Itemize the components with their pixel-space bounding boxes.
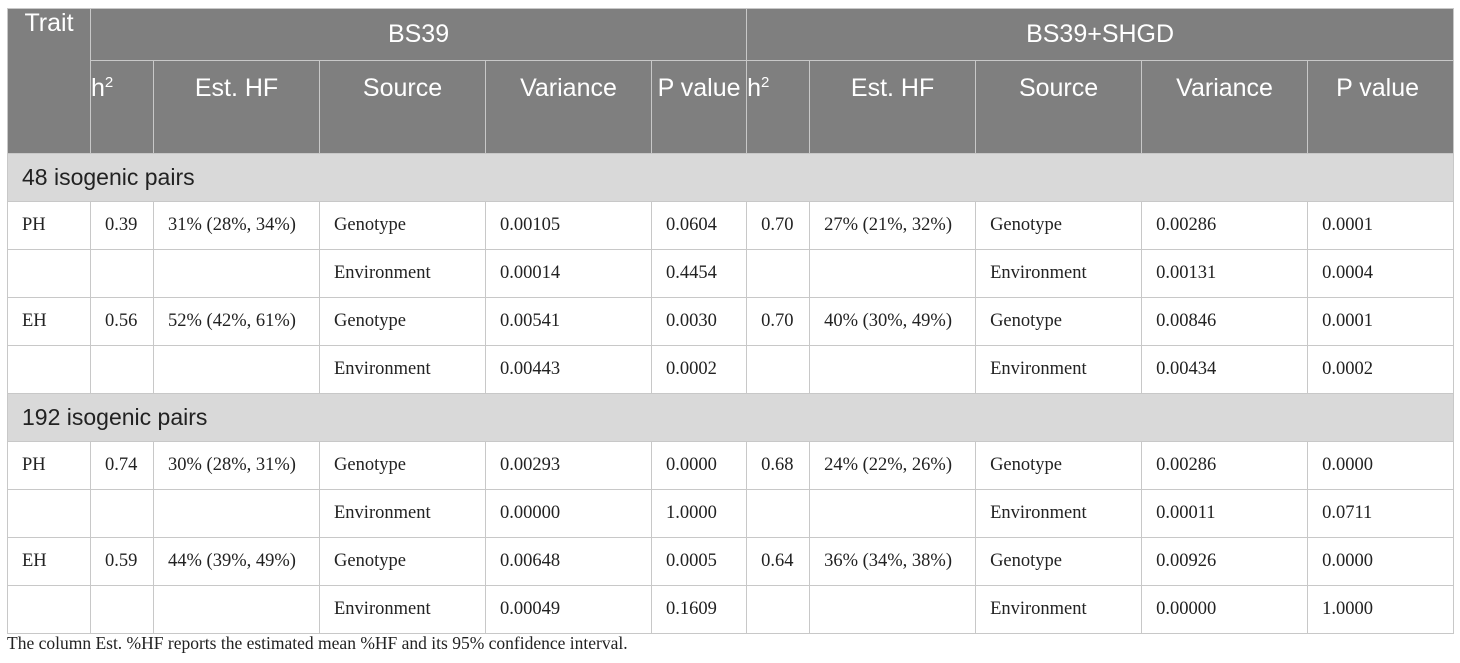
table-cell: 0.4454: [652, 250, 747, 298]
table-cell: 31% (28%, 34%): [154, 202, 320, 250]
table-cell: Genotype: [976, 538, 1142, 586]
table-cell: 0.00131: [1142, 250, 1308, 298]
table-cell: Environment: [976, 586, 1142, 634]
table-cell: 0.0004: [1308, 250, 1454, 298]
table-cell: 0.00049: [486, 586, 652, 634]
table-cell: 0.0002: [652, 346, 747, 394]
table-cell: 0.0001: [1308, 202, 1454, 250]
table-cell: 0.0001: [1308, 298, 1454, 346]
table-cell: 0.00846: [1142, 298, 1308, 346]
table-cell: [154, 346, 320, 394]
table-cell: 0.0002: [1308, 346, 1454, 394]
table-cell: Environment: [976, 490, 1142, 538]
table-cell: 0.00000: [486, 490, 652, 538]
table-cell: 0.0711: [1308, 490, 1454, 538]
table-cell: 36% (34%, 38%): [810, 538, 976, 586]
table-cell: [91, 250, 154, 298]
table-cell: 0.0000: [1308, 442, 1454, 490]
table-cell: Environment: [320, 346, 486, 394]
table-cell: [747, 346, 810, 394]
header-h2: $h^2$: [91, 61, 154, 154]
table-cell: 40% (30%, 49%): [810, 298, 976, 346]
table-cell: 0.00014: [486, 250, 652, 298]
table-cell: [154, 490, 320, 538]
header-p-value: P value: [652, 61, 747, 154]
table-row: [8, 250, 1454, 298]
header-est-hf: Est. HF: [154, 61, 320, 154]
table-cell: [747, 490, 810, 538]
table-cell: 52% (42%, 61%): [154, 298, 320, 346]
table-cell: EH: [8, 298, 91, 346]
table-cell: Environment: [976, 346, 1142, 394]
table-cell: 0.00000: [1142, 586, 1308, 634]
table-cell: 30% (28%, 31%): [154, 442, 320, 490]
table-cell: 0.0604: [652, 202, 747, 250]
table-cell: PH: [8, 202, 91, 250]
table-cell: Genotype: [320, 538, 486, 586]
table-cell: Environment: [976, 250, 1142, 298]
section-title: 48 isogenic pairs: [8, 154, 1454, 202]
table-cell: [91, 586, 154, 634]
header-trait: Trait: [8, 9, 91, 154]
table-cell: 27% (21%, 32%): [810, 202, 976, 250]
header-h2: $h^2$: [747, 61, 810, 154]
table-cell: 0.68: [747, 442, 810, 490]
results-table: [7, 8, 1454, 634]
table-cell: PH: [8, 442, 91, 490]
table-cell: Genotype: [320, 442, 486, 490]
table-cell: 0.1609: [652, 586, 747, 634]
table-cell: [747, 586, 810, 634]
table-cell: 0.39: [91, 202, 154, 250]
header-group-bs39: BS39: [91, 9, 747, 61]
table-cell: 0.00443: [486, 346, 652, 394]
table-row: [8, 202, 1454, 250]
table-cell: Genotype: [320, 202, 486, 250]
table-cell: 0.0030: [652, 298, 747, 346]
table-cell: Environment: [320, 490, 486, 538]
table-cell: 0.00011: [1142, 490, 1308, 538]
table-cell: 0.0000: [1308, 538, 1454, 586]
table-cell: [154, 250, 320, 298]
table-cell: 0.74: [91, 442, 154, 490]
table-body: [8, 154, 1454, 634]
table-cell: [810, 586, 976, 634]
header-p-value: P value: [1308, 61, 1454, 154]
table-cell: [8, 346, 91, 394]
table-cell: Environment: [320, 250, 486, 298]
header-source: Source: [976, 61, 1142, 154]
section-row: [8, 154, 1454, 202]
table-cell: 24% (22%, 26%): [810, 442, 976, 490]
table-cell: 1.0000: [652, 490, 747, 538]
table-cell: 44% (39%, 49%): [154, 538, 320, 586]
table-row: [8, 586, 1454, 634]
table-cell: [8, 586, 91, 634]
table-cell: 0.00926: [1142, 538, 1308, 586]
table-cell: [810, 250, 976, 298]
table-cell: Genotype: [976, 298, 1142, 346]
table-cell: 0.0005: [652, 538, 747, 586]
section-row: [8, 394, 1454, 442]
table-cell: 0.64: [747, 538, 810, 586]
table-cell: 0.70: [747, 298, 810, 346]
header-group-bs39-shgd: BS39+SHGD: [747, 9, 1454, 61]
table-cell: 0.00541: [486, 298, 652, 346]
table-row: [8, 298, 1454, 346]
header-row-columns: [8, 61, 1454, 154]
table-cell: Genotype: [976, 442, 1142, 490]
section-title: 192 isogenic pairs: [8, 394, 1454, 442]
table-cell: 0.00648: [486, 538, 652, 586]
table-cell: 0.00286: [1142, 202, 1308, 250]
table-cell: [91, 346, 154, 394]
table-cell: 0.00293: [486, 442, 652, 490]
header-est-hf: Est. HF: [810, 61, 976, 154]
table-cell: [91, 490, 154, 538]
table-cell: Genotype: [976, 202, 1142, 250]
table-cell: 0.00434: [1142, 346, 1308, 394]
table-cell: Environment: [320, 586, 486, 634]
table-row: [8, 442, 1454, 490]
table-cell: [8, 250, 91, 298]
table-cell: [810, 490, 976, 538]
table-cell: 1.0000: [1308, 586, 1454, 634]
header-variance: Variance: [1142, 61, 1308, 154]
header-row-groups: [8, 9, 1454, 61]
table-cell: 0.56: [91, 298, 154, 346]
table-footnote: The column Est. %HF reports the estimated mean %HF and its 95% confidence interval.: [7, 633, 628, 653]
table-cell: 0.70: [747, 202, 810, 250]
table-cell: 0.59: [91, 538, 154, 586]
table-cell: EH: [8, 538, 91, 586]
header-variance: Variance: [486, 61, 652, 154]
table-cell: Genotype: [320, 298, 486, 346]
table-row: [8, 490, 1454, 538]
table-row: [8, 538, 1454, 586]
table-cell: [154, 586, 320, 634]
table-cell: [8, 490, 91, 538]
table-cell: 0.00286: [1142, 442, 1308, 490]
table-cell: 0.00105: [486, 202, 652, 250]
header-source: Source: [320, 61, 486, 154]
table-cell: [747, 250, 810, 298]
table-row: [8, 346, 1454, 394]
table-cell: [810, 346, 976, 394]
table-cell: 0.0000: [652, 442, 747, 490]
